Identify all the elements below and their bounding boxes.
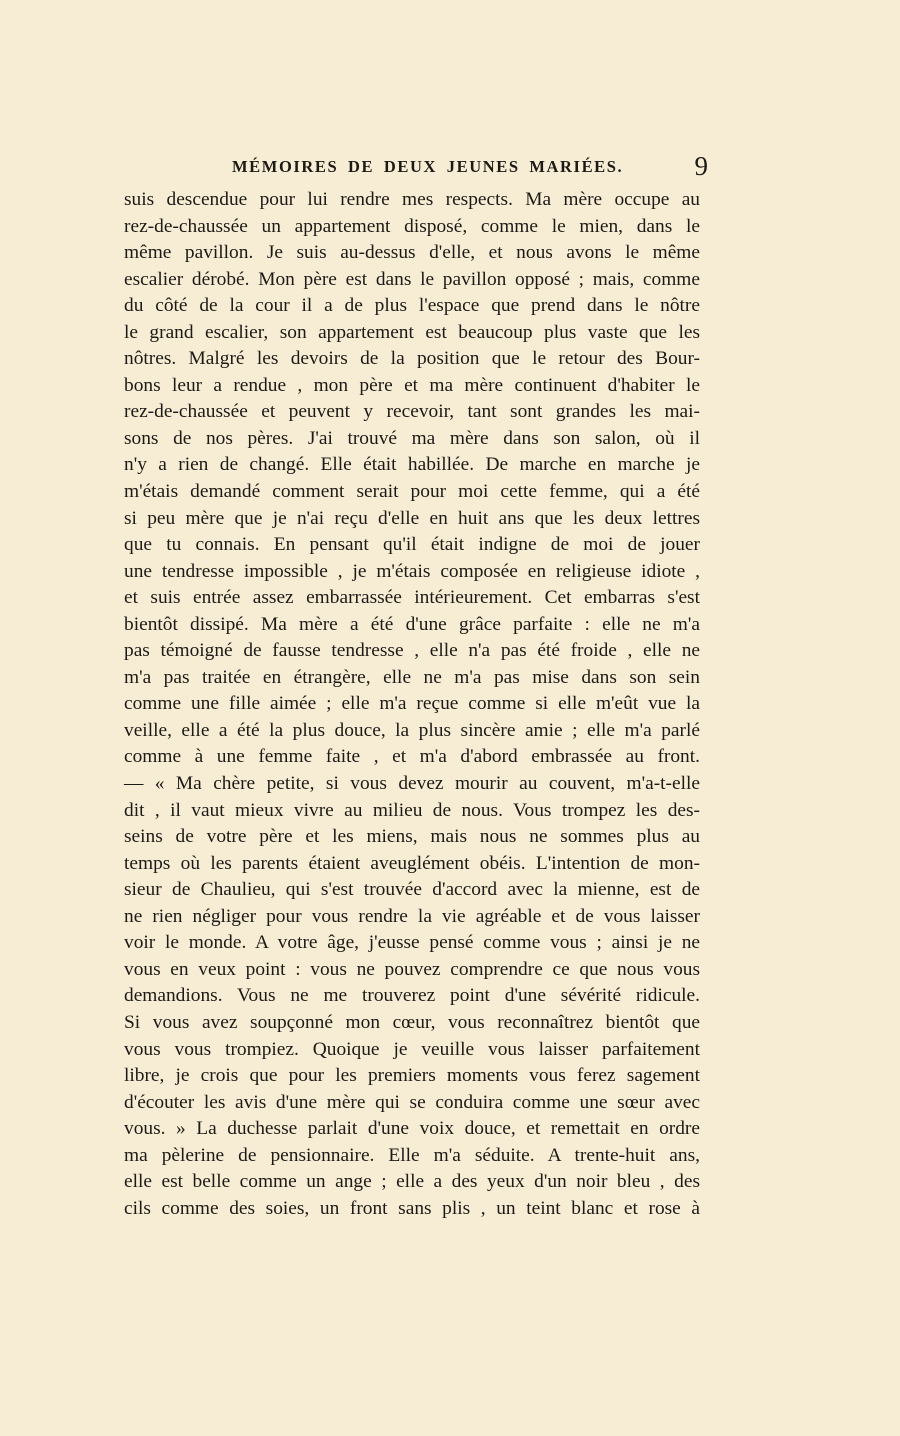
text-line: bons leur a rendue , mon père et ma mère continuent d'habiter le — [124, 374, 700, 396]
text-line: d'écouter les avis d'une mère qui se conduira comme une sœur avec — [124, 1091, 700, 1113]
text-line: une tendresse impossible , je m'étais composée en religieuse idiote , — [124, 560, 700, 582]
text-line: ne rien négliger pour vous rendre la vie agréable et de vous laisser — [124, 905, 700, 927]
text-line: comme à une femme faite , et m'a d'abord embrassée au front. — [124, 746, 700, 768]
running-title: MÉMOIRES DE DEUX JEUNES MARIÉES. — [232, 157, 624, 176]
text-line: ma pèlerine de pensionnaire. Elle m'a séduite. A trente-huit ans, — [124, 1144, 700, 1166]
text-line: temps où les parents étaient aveuglément obéis. L'intention de mon- — [124, 852, 700, 874]
text-line: voir le monde. A votre âge, j'eusse pensé comme vous ; ainsi je ne — [124, 932, 700, 954]
text-line: si peu mère que je n'ai reçu d'elle en huit ans que les deux lettres — [124, 507, 700, 529]
text-line: le grand escalier, son appartement est beaucoup plus vaste que les — [124, 321, 700, 343]
text-line: seins de votre père et les miens, mais nous ne sommes plus au — [124, 826, 700, 848]
body-text — [124, 187, 700, 1222]
text-line: n'y a rien de changé. Elle était habillée. De marche en marche je — [124, 454, 700, 476]
text-line: libre, je crois que pour les premiers moments vous ferez sagement — [124, 1065, 700, 1087]
text-line: demandions. Vous ne me trouverez point d'une sévérité ridicule. — [124, 985, 700, 1007]
text-line: cils comme des soies, un front sans plis , un teint blanc et rose à — [124, 1197, 700, 1219]
text-line: rez-de-chaussée un appartement disposé, comme le mien, dans le — [124, 215, 700, 237]
text-line: et suis entrée assez embarrassée intérieurement. Cet embarras s'est — [124, 587, 700, 609]
text-line: Si vous avez soupçonné mon cœur, vous reconnaîtrez bientôt que — [124, 1011, 700, 1033]
text-line: pas témoigné de fausse tendresse , elle n'a pas été froide , elle ne — [124, 640, 700, 662]
text-line: dit , il vaut mieux vivre au milieu de nous. Vous trompez les des- — [124, 799, 700, 821]
text-line: vous en veux point : vous ne pouvez comprendre ce que nous vous — [124, 958, 700, 980]
text-line: sons de nos pères. J'ai trouvé ma mère dans son salon, où il — [124, 427, 700, 449]
text-line: nôtres. Malgré les devoirs de la position que le retour des Bour- — [124, 348, 700, 370]
text-line: vous vous trompiez. Quoique je veuille vous laisser parfaitement — [124, 1038, 700, 1060]
text-line: bientôt dissipé. Ma mère a été d'une grâce parfaite : elle ne m'a — [124, 613, 700, 635]
running-head — [124, 153, 708, 185]
text-line: rez-de-chaussée et peuvent y recevoir, tant sont grandes les mai- — [124, 401, 700, 423]
text-line: vous. » La duchesse parlait d'une voix douce, et remettait en ordre — [124, 1118, 700, 1140]
text-line: m'a pas traitée en étrangère, elle ne m'a pas mise dans son sein — [124, 666, 700, 688]
page-number: 9 — [694, 151, 708, 181]
text-line: elle est belle comme un ange ; elle a des yeux d'un noir bleu , des — [124, 1171, 700, 1193]
text-line: — « Ma chère petite, si vous devez mourir au couvent, m'a-t-elle — [124, 773, 700, 795]
text-line: que tu connais. En pensant qu'il était indigne de moi de jouer — [124, 534, 700, 556]
text-line: veille, elle a été la plus douce, la plus sincère amie ; elle m'a parlé — [124, 719, 700, 741]
text-line: sieur de Chaulieu, qui s'est trouvée d'accord avec la mienne, est de — [124, 879, 700, 901]
text-line: escalier dérobé. Mon père est dans le pavillon opposé ; mais, comme — [124, 268, 700, 290]
text-line: comme une fille aimée ; elle m'a reçue comme si elle m'eût vue la — [124, 693, 700, 715]
text-line: m'étais demandé comment serait pour moi cette femme, qui a été — [124, 481, 700, 503]
text-line: du côté de la cour il a de plus l'espace que prend dans le nôtre — [124, 295, 700, 317]
text-line: même pavillon. Je suis au-dessus d'elle, et nous avons le même — [124, 242, 700, 264]
text-line: suis descendue pour lui rendre mes respects. Ma mère occupe au — [124, 189, 700, 210]
